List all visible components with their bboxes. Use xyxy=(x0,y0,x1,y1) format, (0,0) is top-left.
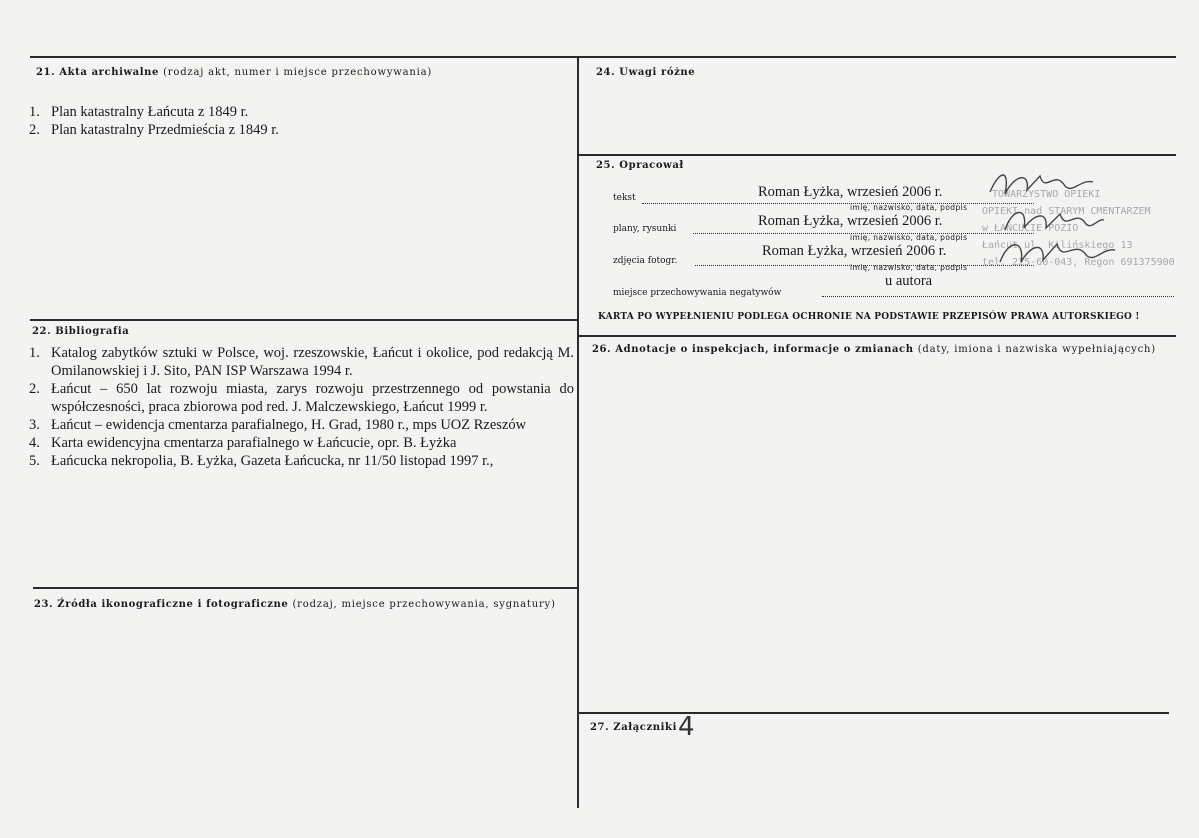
divider-top xyxy=(30,56,1176,58)
section-26-number: 26. xyxy=(592,344,612,355)
copyright-notice: KARTA PO WYPEŁNIENIU PODLEGA OCHRONIE NA PODSTAWIE PRZEPISÓW PRAWA AUTORSKIEGO ! xyxy=(598,312,1140,322)
attachments-count: 4 xyxy=(678,712,695,742)
list-item: 4. Karta ewidencyjna cmentarza parafialnego w Łańcucie, opr. B. Łyżka xyxy=(29,435,457,451)
divider-center xyxy=(577,56,579,808)
negatives-location-value: u autora xyxy=(885,273,933,289)
authored-text-label: tekst xyxy=(613,193,636,203)
section-27-title: Załączniki xyxy=(613,722,677,733)
authored-text-value: Roman Łyżka, wrzesień 2006 r. xyxy=(758,184,943,200)
section-25-number: 25. xyxy=(596,160,616,171)
authored-plans-label: plany, rysunki xyxy=(613,224,677,234)
list-item: 2. Plan katastralny Przedmieścia z 1849 r. xyxy=(29,122,279,138)
authored-photos-value: Roman Łyżka, wrzesień 2006 r. xyxy=(762,243,947,259)
list-item: 1. Katalog zabytków sztuki w Polsce, woj. rzeszowskie, Łańcut i okolice, pod redakcją M. Omilanowskiej i J. Sito, PAN ISP Warszawa 1994 r. xyxy=(29,345,574,379)
list-item: 3. Łańcut – ewidencja cmentarza parafialnego, H. Grad, 1980 r., mps UOZ Rzeszów xyxy=(29,417,527,433)
section-27-label xyxy=(590,722,677,733)
section-24-number: 24. xyxy=(596,67,616,78)
section-25-label xyxy=(596,160,684,171)
section-23-subtitle: (rodzaj, miejsce przechowywania, sygnatury) xyxy=(292,599,556,610)
signature-text xyxy=(985,164,1105,204)
authored-photos-caption: imię, nazwisko, data, podpis xyxy=(850,263,968,272)
section-27-number: 27. xyxy=(590,722,610,733)
divider-26-27 xyxy=(579,712,1169,714)
institution-stamp: TOWARZYSTWO OPIEKI OPIEKI nad STARYM CMENTARZEM w ŁAŃCUCIE POZIO Łańcut ul. Kilińskiego 13 tel. 225-60-043, Regon 691375900 xyxy=(982,189,1175,268)
authored-photos-label: zdjęcia fotogr. xyxy=(613,256,678,266)
section-22-title: Bibliografia xyxy=(55,326,130,337)
section-24-label xyxy=(596,67,695,78)
signature-photos xyxy=(995,232,1120,272)
section-21-subtitle: (rodzaj akt, numer i miejsce przechowywania) xyxy=(163,67,433,78)
list-item: 1. Plan katastralny Łańcuta z 1849 r. xyxy=(29,104,249,120)
section-24-title: Uwagi różne xyxy=(619,67,696,78)
section-21-number: 21. xyxy=(36,67,56,78)
divider-22-23 xyxy=(33,587,579,589)
section-21-title: Akta archiwalne xyxy=(59,67,159,78)
section-25-title: Opracował xyxy=(619,160,684,171)
list-item: 2. Łańcut – 650 lat rozwoju miasta, zarys rozwoju przestrzennego od powstania do współczesności, praca zbiorowa pod red. J. Malczewskiego, Łańcut 1999 r. xyxy=(29,381,574,415)
authored-text-line xyxy=(642,203,1034,204)
archival-records-list xyxy=(29,103,549,139)
negatives-location-label: miejsce przechowywania negatywów xyxy=(613,288,782,298)
negatives-location-line xyxy=(822,296,1174,297)
authored-plans-caption: imię, nazwisko, data, podpis xyxy=(850,233,968,242)
section-23-number: 23. xyxy=(34,599,54,610)
section-22-number: 22. xyxy=(32,326,52,337)
authored-plans-value: Roman Łyżka, wrzesień 2006 r. xyxy=(758,213,943,229)
section-26-subtitle: (daty, imiona i nazwiska wypełniających) xyxy=(917,344,1156,355)
section-26-label xyxy=(592,344,1156,355)
divider-21-22 xyxy=(30,319,579,321)
section-21-label xyxy=(36,67,432,78)
section-26-title: Adnotacje o inspekcjach, informacje o zmianach xyxy=(615,344,914,355)
authored-text-caption: imię, nazwisko, data, podpis xyxy=(850,203,968,212)
divider-24-25 xyxy=(579,154,1176,156)
section-22-label xyxy=(32,326,129,337)
section-23-title: Źródła ikonograficzne i fotograficzne xyxy=(57,599,289,610)
bibliography-list xyxy=(29,344,574,470)
list-item: 5. Łańcucka nekropolia, B. Łyżka, Gazeta Łańcucka, nr 11/50 listopad 1997 r., xyxy=(29,453,494,469)
section-23-label xyxy=(34,599,556,610)
divider-25-26 xyxy=(579,335,1176,337)
